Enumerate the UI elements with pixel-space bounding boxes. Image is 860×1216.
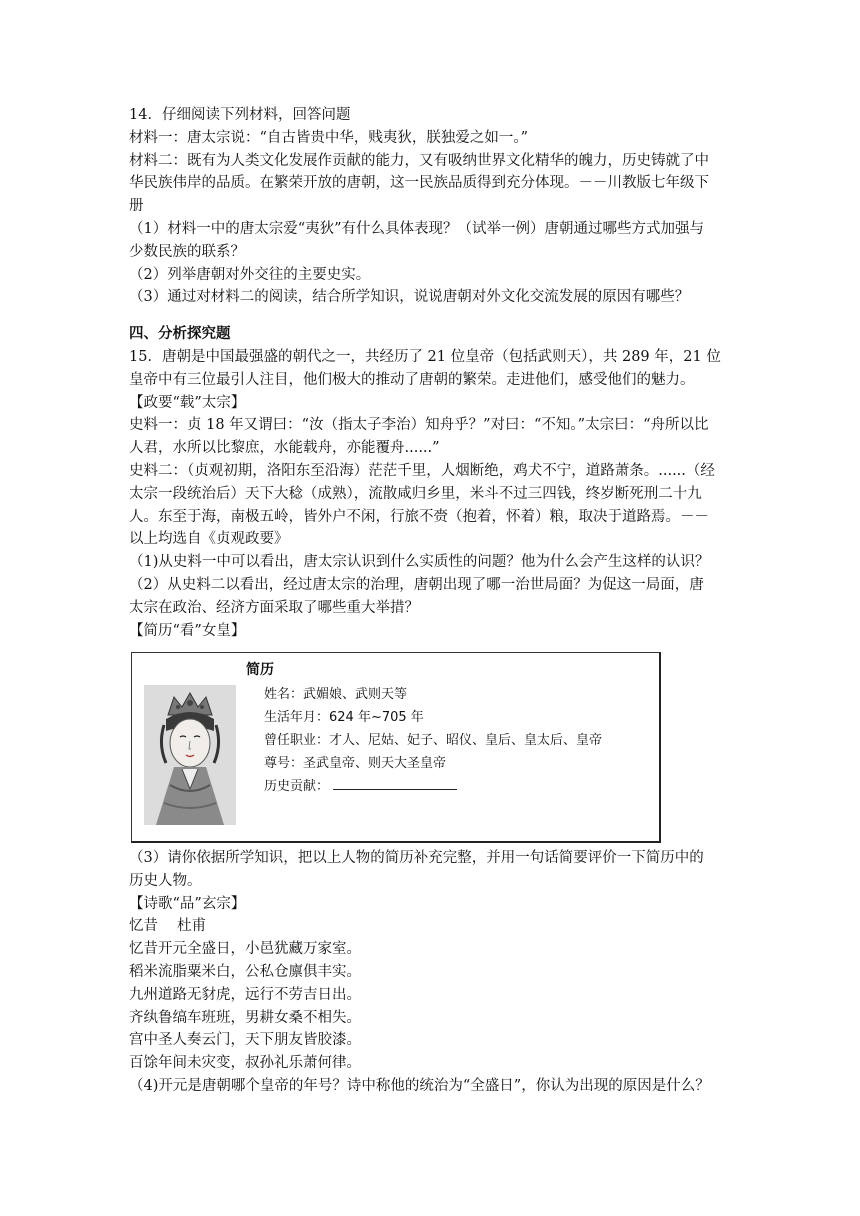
q14-line: 少数民族的联系？ [129,243,245,260]
q14-line: 材料一：唐太宗说：“自古皆贵中华，贱夷狄，朕独爱之如一。” [129,129,529,146]
q15-line: 史料一：贞 18 年又谓曰：“汝（指太子李治）知舟乎？”对曰：“不知。”太宗曰：“舟所以比 [129,417,709,434]
q15-tail-line: （4)开元是唐朝哪个皇帝的年号？诗中称他的统治为“全盛日”，你认为出现的原因是什么？ [129,1077,710,1094]
resume-field-positions: 曾任职业：才人、尼姑、妃子、昭仪、皇后、皇太后、皇帝 [264,733,603,748]
poem-line: 忆昔开元全盛日，小邑犹藏万家室。 [129,941,361,958]
q14-line: （2）列举唐朝对外交往的主要史实。 [129,266,371,283]
q15-line: （1)从史料一中可以看出，唐太宗认识到什么实质性的问题？他为什么会产生这样的认识？ [129,554,710,571]
poem-line: 齐纨鲁缟车班班，男耕女桑不相失。 [129,1009,361,1026]
q14-line: 14．仔细阅读下列材料，回答问题 [129,107,351,123]
resume-fields [264,683,602,798]
resume-field-lifespan: 生活年月：624 年~705 年 [264,710,424,725]
resume-field-contribution-label: 历史贡献： [264,779,330,794]
resume-card [131,652,661,843]
resume-field-titles: 尊号：圣武皇帝、则天大圣皇帝 [264,756,447,771]
question-14 [129,104,734,642]
q15-tail-line: 【诗歌“品”玄宗】 [129,895,246,912]
q15-line: 【政要“载”太宗】 [129,394,246,411]
question-15-continued [129,847,734,1098]
poem-title: 忆昔 杜甫 [129,918,207,935]
q15-line: 皇帝中有三位最引人注目，他们极大的推动了唐朝的繁荣。走进他们，感受他们的魅力。 [129,371,695,388]
q15-line: 太宗一段统治后）天下大稔（成熟），流散咸归乡里，米斗不过三四钱，终岁断死刑二十九 [129,485,702,502]
q14-line: 册 [129,198,144,215]
resume-field-contribution [264,775,602,798]
section-heading: 四、分析探究题 [129,325,231,343]
poem-line: 宫中圣人奏云门，天下朋友皆胶漆。 [129,1032,361,1049]
poem-line: 九州道路无豺虎，远行不劳吉日出。 [129,986,361,1003]
poem-line: 百馀年间未灾变，叔孙礼乐萧何律。 [129,1055,361,1072]
q15-line: 15．唐朝是中国最强盛的朝代之一，共经历了 21 位皇帝（包括武则天），共 289 年，21 位 [129,348,721,365]
resume-title: 简历 [246,662,274,678]
q15-tail-line: 历史人物。 [129,872,202,889]
empress-portrait-image [144,685,236,825]
q15-tail-line: （3）请你依据所学知识，把以上人物的简历补充完整，并用一句话简要评价一下简历中的 [129,850,704,866]
q14-line: 华民族伟岸的品质。在繁荣开放的唐朝，这一民族品质得到充分体现。－－川教版七年级下 [129,175,709,192]
q15-line: 太宗在政治、经济方面采取了哪些重大举措？ [129,599,419,616]
q15-line: （2）从史料二以看出，经过唐太宗的治理，唐朝出现了哪一治世局面？为促这一局面，唐 [129,576,704,593]
q14-line: （1）材料一中的唐太宗爱“夷狄”有什么具体表现？（试举一例）唐朝通过哪些方式加强与 [129,220,705,237]
q15-line: 【简历“看”女皇】 [129,622,246,639]
q15-line: 史料二：（贞观初期，洛阳东至沿海）茫茫千里，人烟断绝，鸡犬不宁，道路萧条。......（经 [129,462,715,479]
portrait-drawing [144,685,236,825]
poem-line: 稻米流脂粟米白，公私仓廪俱丰实。 [129,963,361,980]
q15-line: 以上均选自《贞观政要》 [129,531,289,548]
resume-field-name: 姓名：武媚娘、武则天等 [264,687,408,702]
q15-line: 人君，水所以比黎庶，水能载舟，亦能覆舟......” [129,440,440,457]
contribution-blank [333,777,457,790]
q14-line: 材料二：既有为人类文化发展作贡献的能力，又有吸纳世界文化精华的魄力，历史铸就了中 [129,152,709,169]
q15-line: 人。东至于海，南极五岭，皆外户不闲，行旅不赍（抱着，怀着）粮，取决于道路焉。－－ [129,508,709,525]
q14-line: （3）通过对材料二的阅读，结合所学知识，说说唐朝对外文化交流发展的原因有哪些？ [129,289,690,306]
